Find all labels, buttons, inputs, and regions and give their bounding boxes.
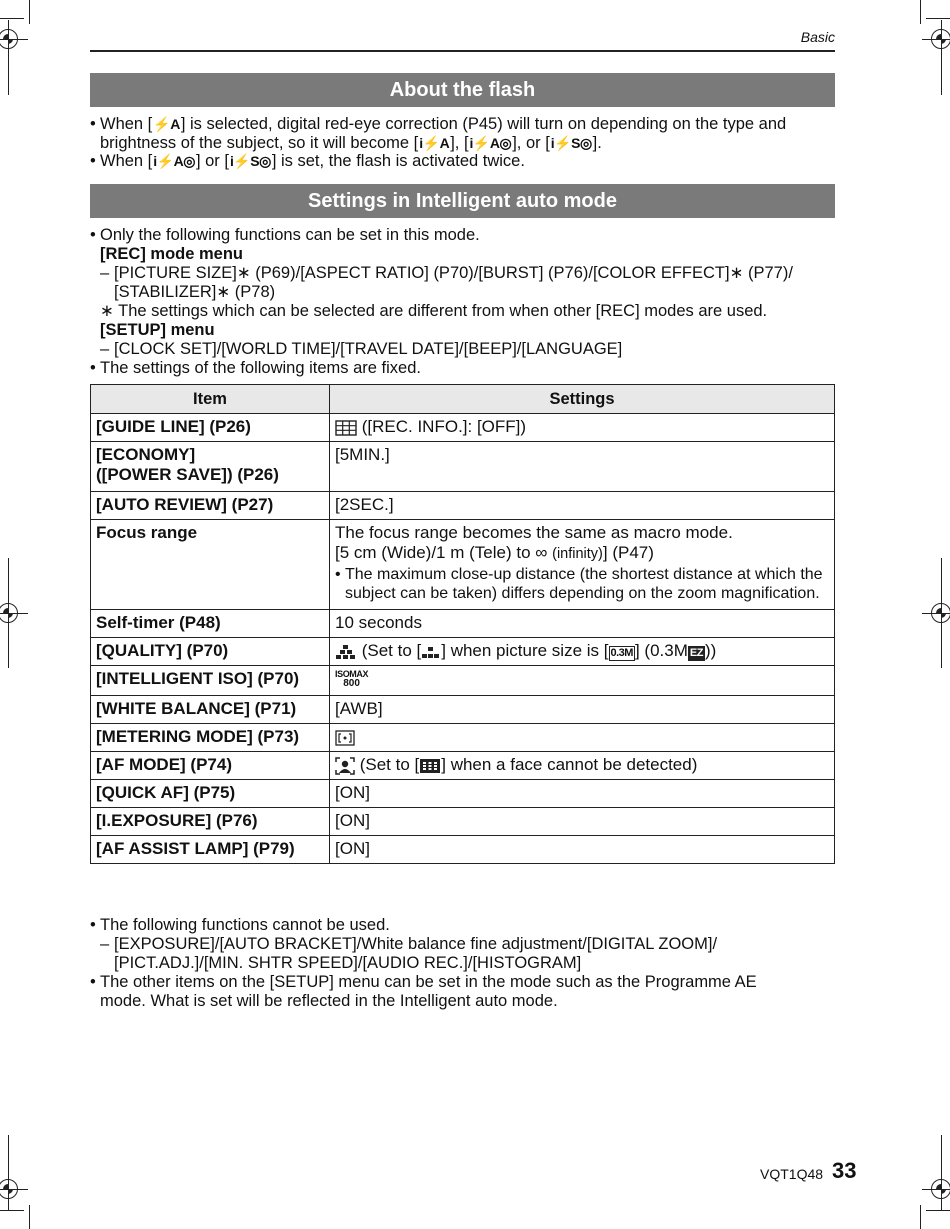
- header-rule: [90, 50, 835, 52]
- row-item: [ECONOMY] ([POWER SAVE]) (P26): [91, 442, 330, 492]
- row-item: [AF MODE] (P74): [91, 752, 330, 780]
- ia-slow-redeye-icon: i⚡S◎: [550, 135, 592, 151]
- row-item: [I.EXPOSURE] (P76): [91, 808, 330, 836]
- row-item: [INTELLIGENT ISO] (P70): [91, 666, 330, 696]
- table-row: [91, 666, 835, 696]
- section-label: Basic: [800, 29, 835, 45]
- picture-size-icon: 0.3M: [610, 647, 633, 659]
- col-item-header: Item: [91, 385, 330, 414]
- row-item: [AF ASSIST LAMP] (P79): [91, 836, 330, 864]
- cannot-use-line-2: [PICT.ADJ.]/[MIN. SHTR SPEED]/[AUDIO REC.]/[HISTOGRAM]: [114, 954, 582, 972]
- rec-menu-line-2: [STABILIZER]∗ (P78): [114, 283, 276, 301]
- iauto-heading: Settings in Intelligent auto mode: [90, 184, 835, 218]
- ia-redeye-auto-icon: i⚡A◎: [153, 153, 195, 169]
- setup-menu-dash: –: [100, 340, 110, 358]
- table-row: [91, 610, 835, 638]
- row-setting: [ON]: [330, 836, 835, 864]
- cannot-use-dash: –: [100, 935, 110, 953]
- fixed-settings-table: [90, 384, 835, 864]
- row-setting: The focus range becomes the same as macro mode. [5 cm (Wide)/1 m (Tele) to ∞ (infinity)] (P47) • The maximum close-up distance (the shortest distance at which the subject can be taken) differs depending on the zoom magnification.: [330, 520, 835, 610]
- ia-slow-redeye-icon: i⚡S◎: [229, 153, 271, 169]
- col-settings-header: Settings: [330, 385, 835, 414]
- ia-flash-auto-icon: i⚡A: [419, 135, 450, 151]
- bullet-dot: •: [90, 115, 96, 133]
- row-setting: (Set to [ ] when picture size is [ 0.3M ] (0.3M EZ )): [330, 638, 835, 666]
- row-setting: 10 seconds: [330, 610, 835, 638]
- rec-menu-line-1: [PICTURE SIZE]∗ (P69)/[ASPECT RATIO] (P70)/[BURST] (P76)/[COLOR EFFECT]∗ (P77)/: [114, 264, 793, 282]
- metering-multiple-icon: [335, 730, 355, 746]
- flash-bullet-2: • When [i⚡A◎] or [i⚡S◎] is set, the flash is activated twice.: [90, 152, 525, 170]
- table-row: [91, 442, 835, 492]
- row-item: [QUALITY] (P70): [91, 638, 330, 666]
- table-row: [91, 724, 835, 752]
- quality-fine-icon: [335, 644, 357, 660]
- flash-bullet-1: • When [⚡A] is selected, digital red-eye correction (P45) will turn on depending on the type and brightness of the subject, so it will become [i⚡A], [i⚡A◎], or [i⚡S◎].: [90, 115, 787, 152]
- row-setting: ([REC. INFO.]: [OFF]): [330, 414, 835, 442]
- flash-auto-icon: ⚡A: [153, 116, 180, 132]
- ia-redeye-auto-icon: i⚡A◎: [469, 135, 512, 151]
- table-row: [91, 752, 835, 780]
- row-item: [QUICK AF] (P75): [91, 780, 330, 808]
- page-number: 33: [832, 1158, 857, 1183]
- row-setting: [5MIN.]: [330, 442, 835, 492]
- af-23-area-icon: [419, 758, 441, 774]
- row-item: Self-timer (P48): [91, 610, 330, 638]
- table-row: [91, 808, 835, 836]
- focus-note: • The maximum close-up distance (the shortest distance at which the subject can be taken) differs depending on the zoom magnification.: [335, 566, 823, 602]
- row-item: Focus range: [91, 520, 330, 610]
- row-setting: [330, 724, 835, 752]
- rec-note: ∗ The settings which can be selected are different from when other [REC] modes are used.: [100, 302, 768, 320]
- row-item: [GUIDE LINE] (P26): [91, 414, 330, 442]
- row-item: [AUTO REVIEW] (P27): [91, 492, 330, 520]
- flash-heading: About the flash: [90, 73, 835, 107]
- setup-menu-title: [SETUP] menu: [100, 321, 215, 339]
- bullet-dot: •: [90, 152, 96, 170]
- table-header-row: [91, 385, 835, 414]
- table-row: [91, 520, 835, 610]
- table-row: [91, 492, 835, 520]
- cannot-use-line-1: [EXPOSURE]/[AUTO BRACKET]/White balance fine adjustment/[DIGITAL ZOOM]/: [114, 935, 718, 953]
- extended-zoom-icon: EZ: [689, 647, 703, 659]
- row-item: [WHITE BALANCE] (P71): [91, 696, 330, 724]
- row-item: [METERING MODE] (P73): [91, 724, 330, 752]
- quality-standard-icon: [421, 645, 441, 659]
- row-setting: [ON]: [330, 808, 835, 836]
- row-setting: [ON]: [330, 780, 835, 808]
- table-row: [91, 414, 835, 442]
- rec-menu-title: [REC] mode menu: [100, 245, 244, 263]
- table-row: [91, 836, 835, 864]
- table-row: [91, 638, 835, 666]
- guide-line-grid-icon: [335, 420, 357, 436]
- setup-menu-line: [CLOCK SET]/[WORLD TIME]/[TRAVEL DATE]/[BEEP]/[LANGUAGE]: [114, 340, 623, 358]
- row-setting: [330, 666, 835, 696]
- row-setting: [2SEC.]: [330, 492, 835, 520]
- document-code: VQT1Q48: [760, 1166, 824, 1182]
- rec-menu-dash: –: [100, 264, 110, 282]
- row-setting: (Set to [ ] when a face cannot be detected): [330, 752, 835, 780]
- face-detection-icon: [335, 757, 355, 775]
- iso-max-icon: ISOMAX 800: [335, 669, 369, 689]
- row-setting: [AWB]: [330, 696, 835, 724]
- table-row: [91, 696, 835, 724]
- table-row: [91, 780, 835, 808]
